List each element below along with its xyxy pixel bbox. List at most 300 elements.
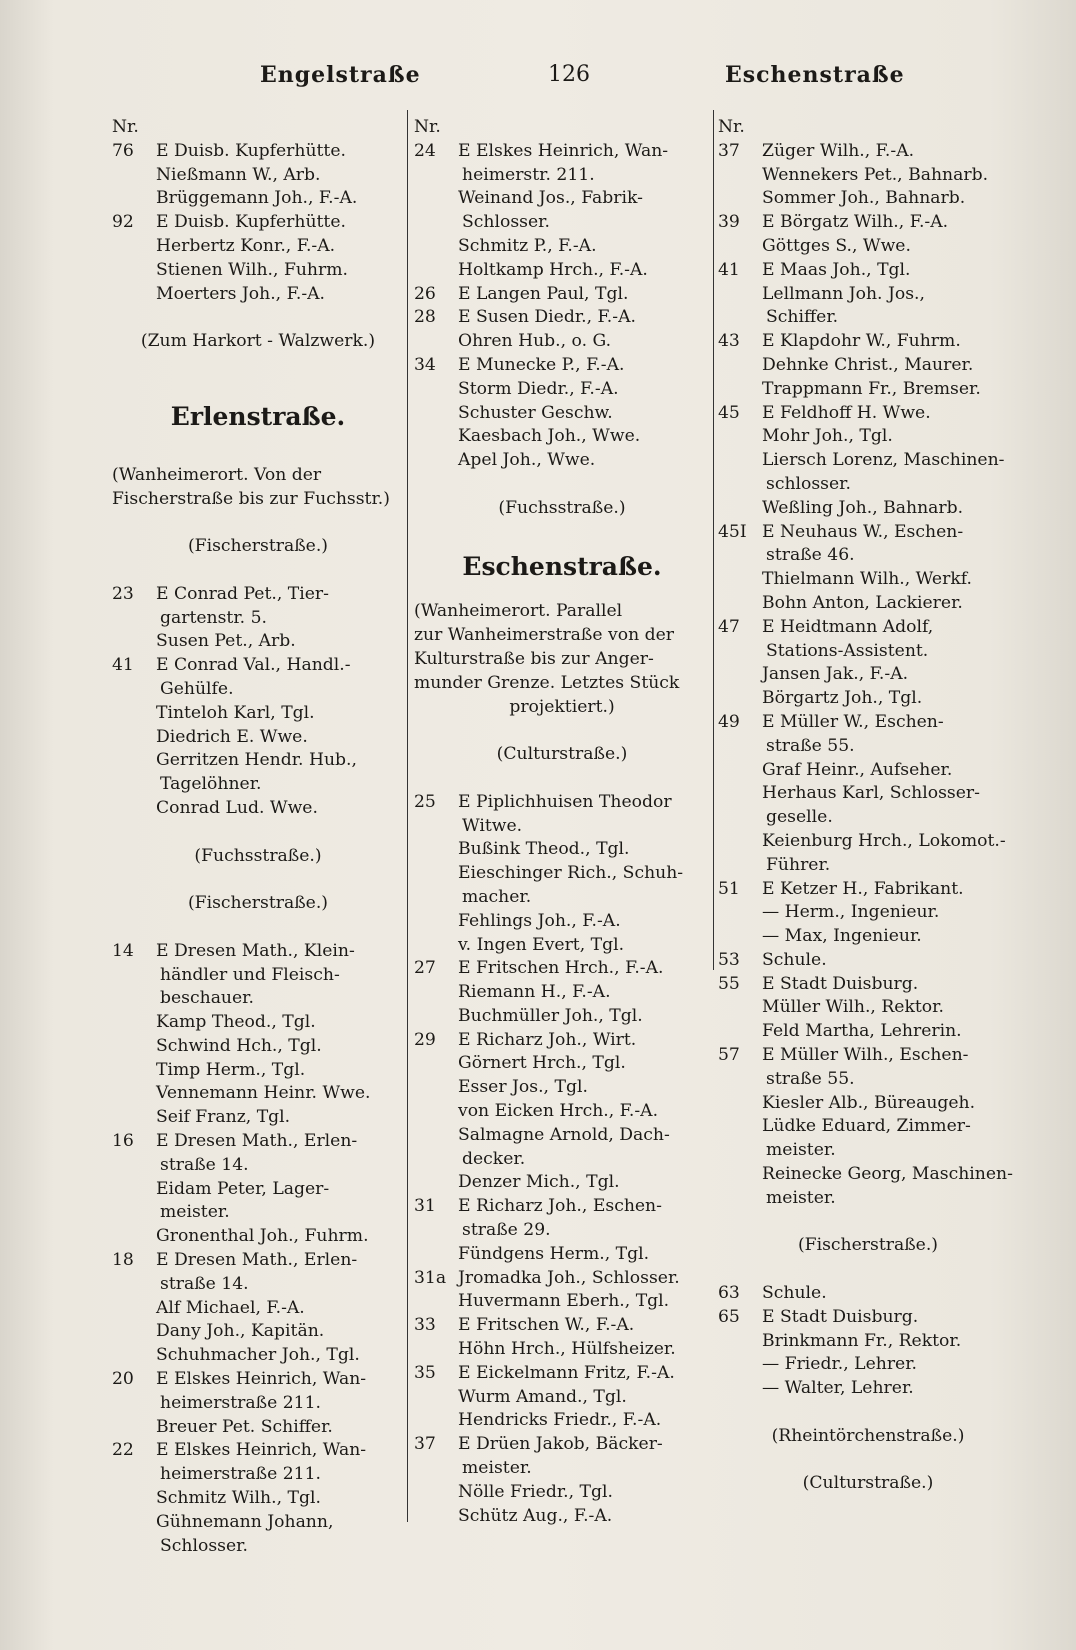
entry-text: Schmitz P., F.-A.: [458, 235, 597, 256]
cross-street: (Fischerstraße.): [187, 893, 329, 914]
entry-text: Brüggemann Joh., F.-A.: [156, 188, 358, 209]
entry-line: [718, 735, 1018, 759]
entry-text: E Dresen Math., Klein-: [156, 940, 355, 961]
entry-line: [718, 354, 1018, 378]
house-number: 14: [112, 940, 134, 961]
entry-text: E Ketzer H., Fabrikant.: [762, 878, 964, 899]
entry-text: Höhn Hrch., Hülfsheizer.: [458, 1339, 676, 1360]
entry-line: [112, 940, 404, 964]
entry-text: Graf Heinr., Aufseher.: [762, 759, 953, 780]
entry-line: [718, 1330, 1018, 1354]
entry-text: Mohr Joh., Tgl.: [762, 426, 893, 447]
entry-line: [414, 1267, 710, 1291]
house-number: 37: [414, 1434, 436, 1455]
entry-line: [112, 1082, 404, 1106]
entry-line: [718, 640, 1018, 664]
entry-text: E Duisb. Kupferhütte.: [156, 140, 346, 161]
spacer: [112, 821, 404, 845]
entry-line: [112, 607, 404, 631]
entry-line: [414, 1386, 710, 1410]
entry-line: [718, 663, 1018, 687]
entry-text: straße 29.: [462, 1220, 551, 1241]
entry-line: [112, 235, 404, 259]
nr-label: Nr.: [112, 117, 139, 137]
spacer: [112, 868, 404, 892]
entry-text: Herhaus Karl, Schlosser-: [762, 783, 980, 804]
entry-line: [112, 773, 404, 797]
entry-text: Apel Joh., Wwe.: [458, 450, 596, 471]
spacer: [414, 521, 710, 545]
entry-line: [414, 449, 710, 473]
entry-text: Sommer Joh., Bahnarb.: [762, 188, 966, 209]
entry-text: E Susen Diedr., F.-A.: [458, 307, 636, 328]
entry-line: [112, 1368, 404, 1392]
entries-block: [112, 583, 404, 821]
entry-line: [718, 497, 1018, 521]
house-number: 31: [414, 1196, 436, 1217]
entry-line: [112, 583, 404, 607]
entry-line: [112, 797, 404, 821]
house-number: 43: [718, 331, 740, 352]
cross-street: (Fuchsstraße.): [194, 845, 322, 866]
entry-text: Denzer Mich., Tgl.: [458, 1172, 620, 1193]
entry-line: [718, 378, 1018, 402]
entry-text: Herbertz Konr., F.-A.: [156, 235, 336, 256]
entry-text: Salmagne Arnold, Dach-: [458, 1124, 670, 1145]
house-number: 31a: [414, 1267, 447, 1288]
cross-street: (Rheintörchenstraße.): [771, 1425, 965, 1446]
entry-text: E Munecke P., F.-A.: [458, 354, 625, 375]
entry-text: E Fritschen W., F.-A.: [458, 1315, 635, 1336]
entry-text: Schule.: [762, 949, 827, 970]
entry-text: Gehülfe.: [160, 678, 234, 699]
entry-text: Conrad Lud. Wwe.: [156, 797, 318, 818]
house-number: 37: [718, 140, 740, 161]
entry-line: [718, 1282, 1018, 1306]
entry-line: [414, 910, 710, 934]
entry-line: [718, 449, 1018, 473]
entry-text: E Heidtmann Adolf,: [762, 616, 934, 637]
entry-text: E Börgatz Wilh., F.-A.: [762, 212, 949, 233]
entry-line: [112, 1463, 404, 1487]
entry-text: E Eickelmann Fritz, F.-A.: [458, 1362, 675, 1383]
entry-line: [112, 1106, 404, 1130]
entry-text: Holtkamp Hrch., F.-A.: [458, 259, 648, 280]
cross-street: (Culturstraße.): [496, 744, 628, 765]
entry-text: Alf Michael, F.-A.: [156, 1297, 305, 1318]
entry-line: [718, 1353, 1018, 1377]
entry-line: [414, 354, 710, 378]
entry-line: [112, 987, 404, 1011]
entry-line: [414, 1290, 710, 1314]
entry-line: [414, 934, 710, 958]
entry-line: [718, 854, 1018, 878]
description-line: munder Grenze. Letztes Stück: [414, 672, 680, 693]
entry-line: [718, 616, 1018, 640]
entry-line: [718, 830, 1018, 854]
house-number: 63: [718, 1283, 740, 1304]
entry-line: [414, 862, 710, 886]
entry-text: Gerritzen Hendr. Hub.,: [156, 750, 357, 771]
entry-line: [112, 678, 404, 702]
entry-line: [112, 1439, 404, 1463]
entry-line: [718, 402, 1018, 426]
entry-text: Breuer Pet. Schiffer.: [156, 1416, 333, 1437]
entry-text: E Richarz Joh., Eschen-: [458, 1196, 662, 1217]
header-left-street: Engelstraße: [260, 62, 421, 88]
spacer: [112, 306, 404, 330]
house-number: 22: [112, 1440, 134, 1461]
entry-line: [414, 140, 710, 164]
spacer: [718, 1401, 1018, 1425]
description-line: zur Wanheimerstraße von der: [414, 625, 675, 646]
entry-text: E Elskes Heinrich, Wan-: [156, 1440, 367, 1461]
entry-line: [718, 1068, 1018, 1092]
description-line: projektiert.): [509, 696, 615, 717]
entry-line: [414, 1314, 710, 1338]
entry-line: [414, 1409, 710, 1433]
entry-line: [414, 211, 710, 235]
entry-line: [718, 806, 1018, 830]
spacer: [112, 511, 404, 535]
house-number: 49: [718, 711, 740, 732]
entry-line: [112, 1130, 404, 1154]
entries-block: [112, 140, 404, 307]
spacer: [718, 1258, 1018, 1282]
entry-line: [112, 1225, 404, 1249]
entry-line: [414, 1219, 710, 1243]
house-number: 45I: [718, 521, 747, 542]
entry-line: [112, 259, 404, 283]
entry-line: [718, 925, 1018, 949]
entry-line: [718, 782, 1018, 806]
entry-text: E Conrad Val., Handl.-: [156, 655, 351, 676]
entry-line: [718, 1044, 1018, 1068]
entry-text: E Klapdohr W., Fuhrm.: [762, 331, 961, 352]
spacer: [112, 916, 404, 940]
entry-line: [718, 687, 1018, 711]
entry-text: meister.: [160, 1202, 230, 1223]
entry-line: [718, 949, 1018, 973]
entry-text: E Maas Joh., Tgl.: [762, 259, 911, 280]
entry-text: Börgartz Joh., Tgl.: [762, 688, 923, 709]
entry-line: [718, 901, 1018, 925]
entry-text: Trappmann Fr., Bremser.: [762, 378, 981, 399]
house-number: 23: [112, 583, 134, 604]
entry-line: [112, 1059, 404, 1083]
entry-text: Schiffer.: [766, 307, 839, 328]
entry-line: [112, 749, 404, 773]
house-number: 92: [112, 212, 134, 233]
entry-text: Thielmann Wilh., Werkf.: [762, 569, 972, 590]
entry-text: E Feldhoff H. Wwe.: [762, 402, 931, 423]
entry-line: [718, 211, 1018, 235]
street-description: (Wanheimerort. Von der: [112, 464, 322, 485]
entry-text: Nießmann W., Arb.: [156, 164, 321, 185]
entry-text: Kaesbach Joh., Wwe.: [458, 426, 641, 447]
entry-line: [718, 521, 1018, 545]
entry-text: E Drüen Jakob, Bäcker-: [458, 1434, 663, 1455]
entry-line: [112, 630, 404, 654]
entry-text: Susen Pet., Arb.: [156, 631, 296, 652]
house-number: 41: [718, 259, 740, 280]
entry-line: [414, 1243, 710, 1267]
entry-text: Jansen Jak., F.-A.: [762, 664, 909, 685]
header-right-street: Eschenstraße: [725, 62, 905, 88]
entry-text: — Walter, Lehrer.: [762, 1378, 914, 1399]
spacer: [112, 559, 404, 583]
entry-line: [718, 878, 1018, 902]
house-number: 41: [112, 655, 134, 676]
entry-text: Stienen Wilh., Fuhrm.: [156, 259, 348, 280]
column-1: [112, 116, 404, 1558]
entry-line: [112, 726, 404, 750]
entry-text: Lüdke Eduard, Zimmer-: [762, 1116, 971, 1137]
entry-text: straße 46.: [766, 545, 855, 566]
nr-label: Nr.: [718, 117, 745, 137]
entry-line: [414, 1195, 710, 1219]
entry-line: [718, 1115, 1018, 1139]
entry-text: Schmitz Wilh., Tgl.: [156, 1488, 321, 1509]
entry-text: Eieschinger Rich., Schuh-: [458, 863, 684, 884]
entries-block: [414, 140, 710, 473]
cross-street: (Fischerstraße.): [797, 1235, 939, 1256]
entry-text: — Friedr., Lehrer.: [762, 1354, 918, 1375]
house-number: 76: [112, 140, 134, 161]
entry-line: [112, 654, 404, 678]
entry-line: [718, 1306, 1018, 1330]
entry-line: [718, 473, 1018, 497]
entries-block: [112, 940, 404, 1559]
street-description: [414, 600, 710, 719]
entry-text: Eidam Peter, Lager-: [156, 1178, 330, 1199]
entry-line: [112, 1535, 404, 1559]
entry-text: Reinecke Georg, Maschinen-: [762, 1164, 1013, 1185]
entry-line: [718, 568, 1018, 592]
entry-text: heimerstraße 211.: [160, 1464, 321, 1485]
entry-line: [414, 187, 710, 211]
entry-text: Fehlings Joh., F.-A.: [458, 910, 621, 931]
spacer: [112, 354, 404, 394]
entry-line: [112, 1201, 404, 1225]
entry-text: macher.: [462, 886, 532, 907]
house-number: 25: [414, 791, 436, 812]
spacer: [414, 719, 710, 743]
entry-line: [414, 1124, 710, 1148]
entry-line: [112, 1011, 404, 1035]
entry-text: Tinteloh Karl, Tgl.: [156, 702, 315, 723]
cross-street: (Fuchsstraße.): [498, 497, 626, 518]
entries-block: [718, 140, 1018, 1211]
entry-text: E Müller W., Eschen-: [762, 711, 944, 732]
entry-line: [414, 425, 710, 449]
entry-text: E Dresen Math., Erlen-: [156, 1250, 358, 1271]
entry-text: heimerstr. 211.: [462, 164, 595, 185]
entry-line: [112, 187, 404, 211]
entry-line: [718, 973, 1018, 997]
entry-line: [112, 1273, 404, 1297]
entry-text: geselle.: [766, 807, 833, 828]
entry-text: Gühnemann Johann,: [156, 1511, 334, 1532]
entry-text: Ohren Hub., o. G.: [458, 331, 612, 352]
page-number: 126: [548, 62, 590, 87]
entry-text: Tagelöhner.: [160, 774, 262, 795]
entry-text: Wennekers Pet., Bahnarb.: [762, 164, 989, 185]
entry-text: Nölle Friedr., Tgl.: [458, 1481, 613, 1502]
entry-text: E Dresen Math., Erlen-: [156, 1131, 358, 1152]
entry-line: [718, 544, 1018, 568]
entry-text: E Müller Wilh., Eschen-: [762, 1045, 969, 1066]
house-number: 24: [414, 140, 436, 161]
entry-line: [718, 1377, 1018, 1401]
entry-line: [414, 1457, 710, 1481]
entry-line: [718, 996, 1018, 1020]
entries-block: [414, 791, 710, 1529]
entry-text: schlosser.: [766, 473, 851, 494]
entry-line: [414, 402, 710, 426]
entry-line: [112, 1416, 404, 1440]
entry-text: E Stadt Duisburg.: [762, 973, 919, 994]
entry-line: [414, 1171, 710, 1195]
entry-line: [112, 702, 404, 726]
entry-text: straße 55.: [766, 735, 855, 756]
entry-line: [414, 330, 710, 354]
entry-line: [718, 330, 1018, 354]
entry-line: [718, 711, 1018, 735]
entry-line: [414, 981, 710, 1005]
entry-text: Dany Joh., Kapitän.: [156, 1321, 325, 1342]
house-number: 55: [718, 973, 740, 994]
entry-text: Müller Wilh., Rektor.: [762, 997, 944, 1018]
entry-text: von Eicken Hrch., F.-A.: [458, 1101, 659, 1122]
description-line: (Wanheimerort. Parallel: [414, 601, 623, 622]
entry-line: [112, 1344, 404, 1368]
nr-label: Nr.: [414, 117, 441, 137]
entry-text: Moerters Joh., F.-A.: [156, 283, 326, 304]
street-title: Erlenstraße.: [170, 401, 346, 431]
house-number: 65: [718, 1306, 740, 1327]
entry-text: Schütz Aug., F.-A.: [458, 1505, 613, 1526]
entry-line: [112, 1320, 404, 1344]
house-number: 35: [414, 1362, 436, 1383]
house-number: 51: [718, 878, 740, 899]
entry-line: [414, 1052, 710, 1076]
entry-line: [718, 235, 1018, 259]
entry-line: [112, 1154, 404, 1178]
house-number: 34: [414, 354, 436, 375]
entry-line: [718, 306, 1018, 330]
column-2: [414, 116, 710, 1528]
entry-text: straße 14.: [160, 1273, 249, 1294]
entry-line: [414, 1505, 710, 1529]
entry-text: Timp Herm., Tgl.: [156, 1059, 306, 1080]
entry-text: Schuhmacher Joh., Tgl.: [156, 1345, 360, 1366]
entry-text: Wurm Amand., Tgl.: [458, 1386, 627, 1407]
entry-line: [112, 1297, 404, 1321]
entry-text: Schuster Geschw.: [458, 402, 613, 423]
entry-text: — Max, Ingenieur.: [762, 926, 922, 947]
entry-text: — Herm., Ingenieur.: [762, 902, 940, 923]
entry-text: E Neuhaus W., Eschen-: [762, 521, 964, 542]
entry-text: Lellmann Joh. Jos.,: [762, 283, 925, 304]
house-number: 18: [112, 1250, 134, 1271]
entry-text: Jromadka Joh., Schlosser.: [458, 1267, 680, 1288]
entry-text: E Elskes Heinrich, Wan-: [156, 1369, 367, 1390]
entry-line: [112, 1249, 404, 1273]
entry-text: beschauer.: [160, 988, 254, 1009]
entry-text: Feld Martha, Lehrerin.: [762, 1021, 962, 1042]
house-number: 33: [414, 1315, 436, 1336]
entry-line: [718, 1139, 1018, 1163]
entry-line: [414, 791, 710, 815]
entry-line: [718, 140, 1018, 164]
entry-text: Schule.: [762, 1283, 827, 1304]
entry-line: [414, 1100, 710, 1124]
entry-text: Führer.: [766, 854, 831, 875]
spacer: [718, 1449, 1018, 1473]
entry-text: Schlosser.: [160, 1535, 248, 1556]
entry-text: E Elskes Heinrich, Wan-: [458, 140, 669, 161]
spacer: [414, 767, 710, 791]
spacer: [112, 440, 404, 464]
entry-text: Schwind Hch., Tgl.: [156, 1035, 322, 1056]
entry-line: [414, 378, 710, 402]
entry-text: Brinkmann Fr., Rektor.: [762, 1330, 962, 1351]
entry-text: Kamp Theod., Tgl.: [156, 1012, 316, 1033]
entry-line: [414, 815, 710, 839]
entry-text: Seif Franz, Tgl.: [156, 1107, 291, 1128]
cross-street: (Zum Harkort - Walzwerk.): [140, 331, 376, 352]
entry-text: E Stadt Duisburg.: [762, 1306, 919, 1327]
entry-text: Dehnke Christ., Maurer.: [762, 354, 974, 375]
house-number: 39: [718, 212, 740, 233]
spacer: [414, 590, 710, 600]
entry-line: [112, 1035, 404, 1059]
entry-line: [112, 1178, 404, 1202]
entry-text: Vennemann Heinr. Wwe.: [156, 1083, 371, 1104]
entry-line: [414, 1433, 710, 1457]
spacer: [414, 473, 710, 497]
entry-line: [112, 140, 404, 164]
entry-line: [718, 1020, 1018, 1044]
entry-line: [414, 1076, 710, 1100]
house-number: 29: [414, 1029, 436, 1050]
entry-line: [718, 1163, 1018, 1187]
entry-line: [718, 425, 1018, 449]
house-number: 47: [718, 616, 740, 637]
entry-text: Liersch Lorenz, Maschinen-: [762, 450, 1005, 471]
entry-line: [112, 164, 404, 188]
entry-text: E Richarz Joh., Wirt.: [458, 1029, 637, 1050]
entry-line: [414, 235, 710, 259]
street-description: Fischerstraße bis zur Fuchsstr.): [112, 488, 390, 509]
entry-text: Gronenthal Joh., Fuhrm.: [156, 1226, 369, 1247]
entry-line: [414, 1362, 710, 1386]
entries-block: [718, 1282, 1018, 1401]
column-3: [718, 116, 1018, 1496]
house-number: 45: [718, 402, 740, 423]
entry-text: Schlosser.: [462, 212, 550, 233]
entry-line: [414, 1338, 710, 1362]
entry-line: [414, 957, 710, 981]
entry-line: [414, 886, 710, 910]
entry-text: Fündgens Herm., Tgl.: [458, 1243, 650, 1264]
entry-text: Kiesler Alb., Büreaugeh.: [762, 1092, 976, 1113]
house-number: 53: [718, 949, 740, 970]
entry-line: [718, 1187, 1018, 1211]
house-number: 26: [414, 283, 436, 304]
entry-line: [414, 1029, 710, 1053]
